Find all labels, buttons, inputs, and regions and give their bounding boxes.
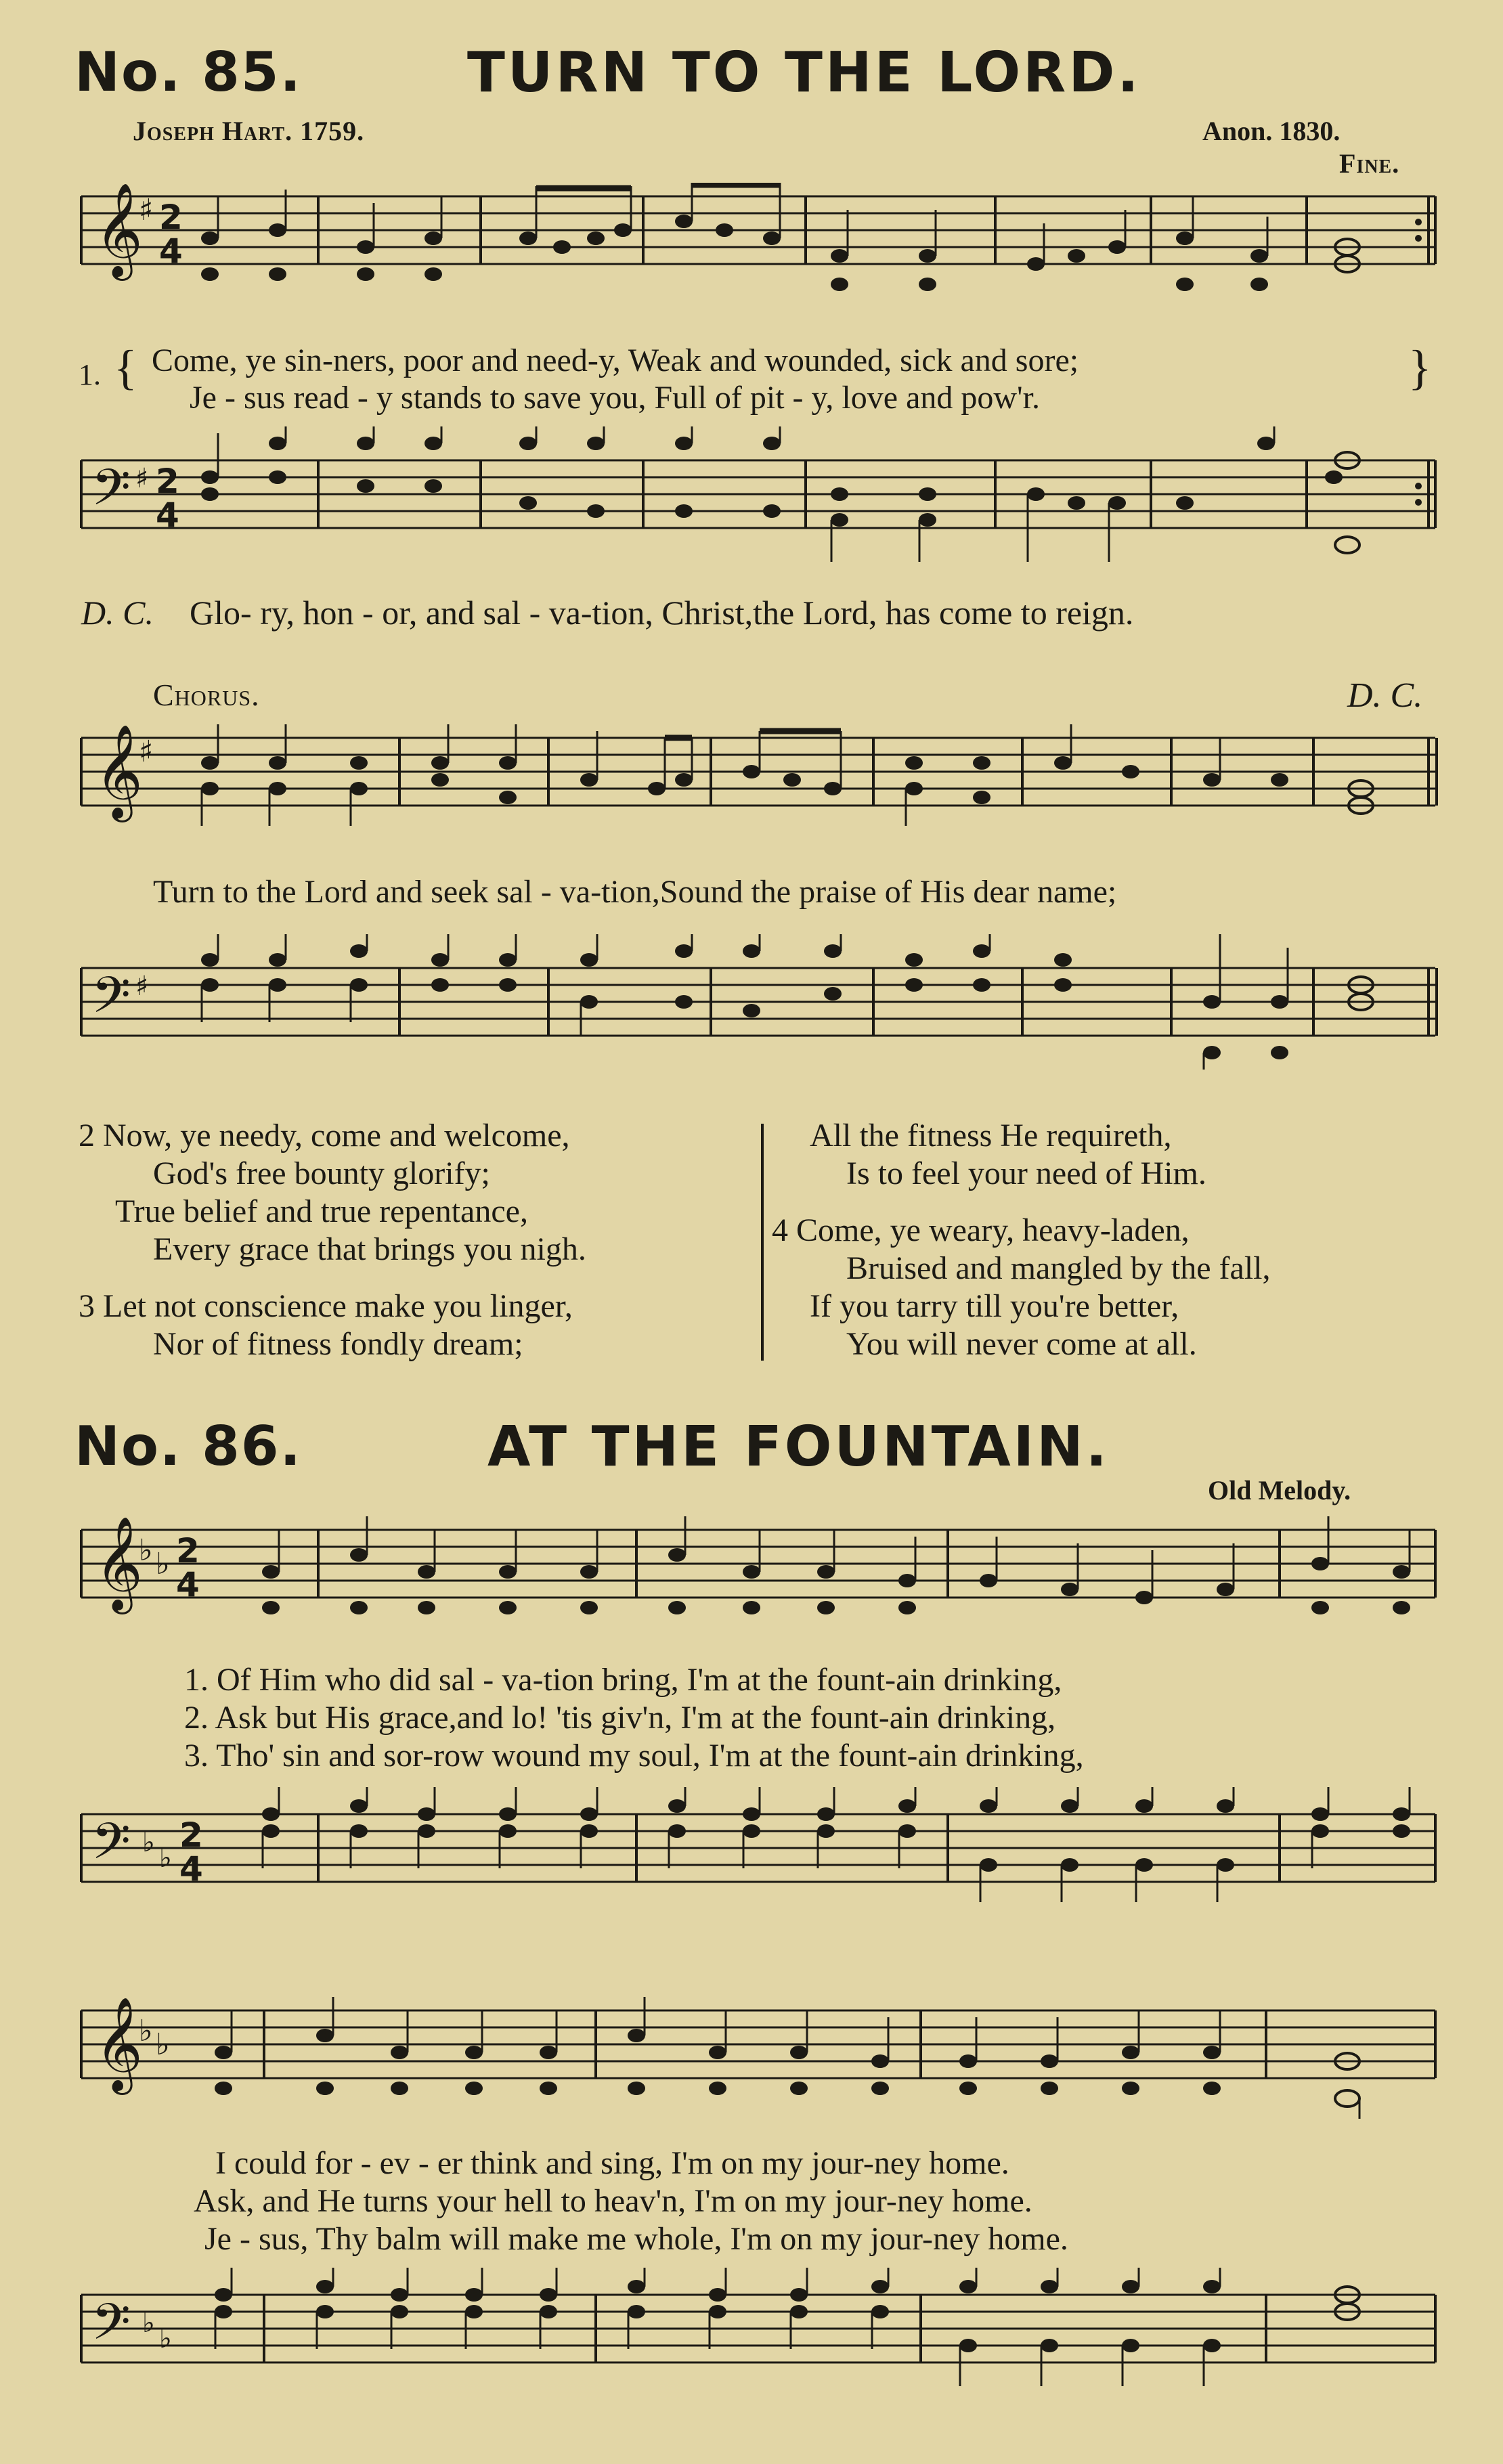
hymn-86-treble-staff-1 [74,1516,1442,1638]
verse-column-divider [761,1124,764,1361]
hymn-86-verse-3-line-a: 3. Tho' sin and sor-row wound my soul, I'm at the fount-ain drinking, [184,1738,1084,1774]
hymn-85-lyric-line-b: Je - sus read - y stands to save you, Full of pit - y, love and pow'r. [190,380,1041,416]
verse-2-line-2: God's free bounty glorify; [153,1156,490,1191]
verse-3-line-1: 3 Let not conscience make you linger, [79,1288,573,1324]
hymn-85-author: Joseph Hart. 1759. [133,116,365,146]
svg-text:2: 2 [179,1816,203,1855]
staff-lines [74,1787,1442,1922]
staff-lines [74,1516,1442,1638]
hymn-85-title: TURN TO THE LORD. [467,41,1141,105]
verse-3-line-2: Nor of fitness fondly dream; [153,1326,523,1362]
flat-icon: ♭ [156,2027,170,2062]
staff-lines [74,183,1442,318]
verse-3-line-3: All the fitness He requireth, [810,1118,1172,1153]
verse-4-line-2: Bruised and mangled by the fall, [846,1250,1271,1286]
hymn-86-bass-staff-1 [74,1787,1442,1922]
verse-2-line-4: Every grace that brings you nigh. [153,1231,586,1267]
treble-clef-icon: 𝄞 [95,724,143,818]
bass-clef-icon: 𝄢 [91,966,131,1037]
bass-clef-icon: 𝄢 [91,1812,131,1883]
flat-icon: ♭ [142,1827,155,1858]
verse-2-line-1: 2 Now, ye needy, come and welcome, [79,1118,570,1153]
svg-text:2: 2 [159,198,183,237]
hymn-86-verse-1-line-a: 1. Of Him who did sal - va-tion bring, I'm at the fount-ain drinking, [184,1662,1062,1698]
bass-clef-icon: 𝄢 [91,2293,131,2364]
verse-4-line-1: 4 Come, ye weary, heavy-laden, [772,1212,1190,1248]
hymn-86-title: AT THE FOUNTAIN. [487,1415,1110,1479]
treble-clef-icon: 𝄞 [95,1997,143,2091]
svg-text:4: 4 [159,232,183,271]
svg-text:2: 2 [156,462,179,501]
hymn-86-verse-1-line-b: I could for - ev - er think and sing, I'm on my jour-ney home. [215,2145,1009,2181]
verse-2-line-3: True belief and true repentance, [115,1193,528,1229]
hymn-85-header [74,41,1456,115]
hymn-85-dc-line: Glo- ry, hon - or, and sal - va-tion, Christ,the Lord, has come to reign. [190,594,1134,632]
hymn-85-lyric-line-a: Come, ye sin-ners, poor and need-y, Weak and wounded, sick and sore; [152,343,1079,378]
hymn-85-chorus-line: Turn to the Lord and seek sal - va-tion,Sound the praise of His dear name; [153,874,1117,910]
sharp-icon: ♯ [139,193,154,227]
staff-lines [74,1997,1442,2119]
hymn-85-chorus-treble-staff [74,724,1442,860]
svg-text:4: 4 [156,496,179,535]
brace-open-icon: { [114,340,137,395]
hymn-85-treble-staff-1 [74,183,1442,318]
svg-text:4: 4 [176,1565,200,1604]
sharp-icon: ♯ [139,734,154,769]
hymn-85-number: No. 85. [74,41,302,104]
sharp-icon: ♯ [135,463,149,494]
hymn-86-composer: Old Melody. [1208,1475,1351,1505]
flat-icon: ♭ [139,1533,153,1568]
verse-3-line-4: Is to feel your need of Him. [846,1156,1206,1191]
hymn-86-verse-2-line-b: Ask, and He turns your hell to heav'n, I'm on my jour-ney home. [194,2183,1032,2219]
treble-clef-icon: 𝄞 [95,1516,143,1610]
staff-lines [74,426,1442,562]
hymn-86-treble-staff-2 [74,1997,1442,2119]
hymn-86-verse-3-line-b: Je - sus, Thy balm will make me whole, I'm on my jour-ney home. [204,2221,1068,2257]
staff-lines [74,2268,1442,2410]
flat-icon: ♭ [159,1843,172,1874]
hymn-86-bass-staff-2 [74,2268,1442,2410]
verse-4-line-3: If you tarry till you're better, [810,1288,1179,1324]
verse-4-line-4: You will never come at all. [846,1326,1197,1362]
flat-icon: ♭ [142,2308,155,2339]
bass-clef-icon: 𝄢 [91,458,131,529]
hymn-85-verse-number: 1. [79,358,101,391]
treble-clef-icon: 𝄞 [95,183,143,277]
hymn-85-dc-label: D. C. [81,594,154,632]
flat-icon: ♭ [156,1547,170,1581]
hymn-86-number: No. 86. [74,1415,302,1478]
staff-lines [74,934,1442,1070]
svg-text:2: 2 [176,1531,200,1570]
brace-close-icon: } [1408,340,1432,395]
hymn-85-bass-staff-1 [74,426,1442,562]
flat-icon: ♭ [159,2323,172,2354]
hymn-85-chorus-bass-staff [74,934,1442,1070]
sharp-icon: ♯ [135,971,149,1002]
hymn-85-fine-mark: Fine. [1339,148,1400,179]
svg-text:4: 4 [179,1849,203,1889]
hymn-86-verse-2-line-a: 2. Ask but His grace,and lo! 'tis giv'n, I'm at the fount-ain drinking, [184,1700,1056,1736]
flat-icon: ♭ [139,2014,153,2048]
hymn-85-chorus-dc: D. C. [1347,676,1423,715]
hymn-85-chorus-label: Chorus. [153,678,260,712]
hymn-85-composer: Anon. 1830. [1202,116,1341,146]
staff-lines [74,724,1442,860]
